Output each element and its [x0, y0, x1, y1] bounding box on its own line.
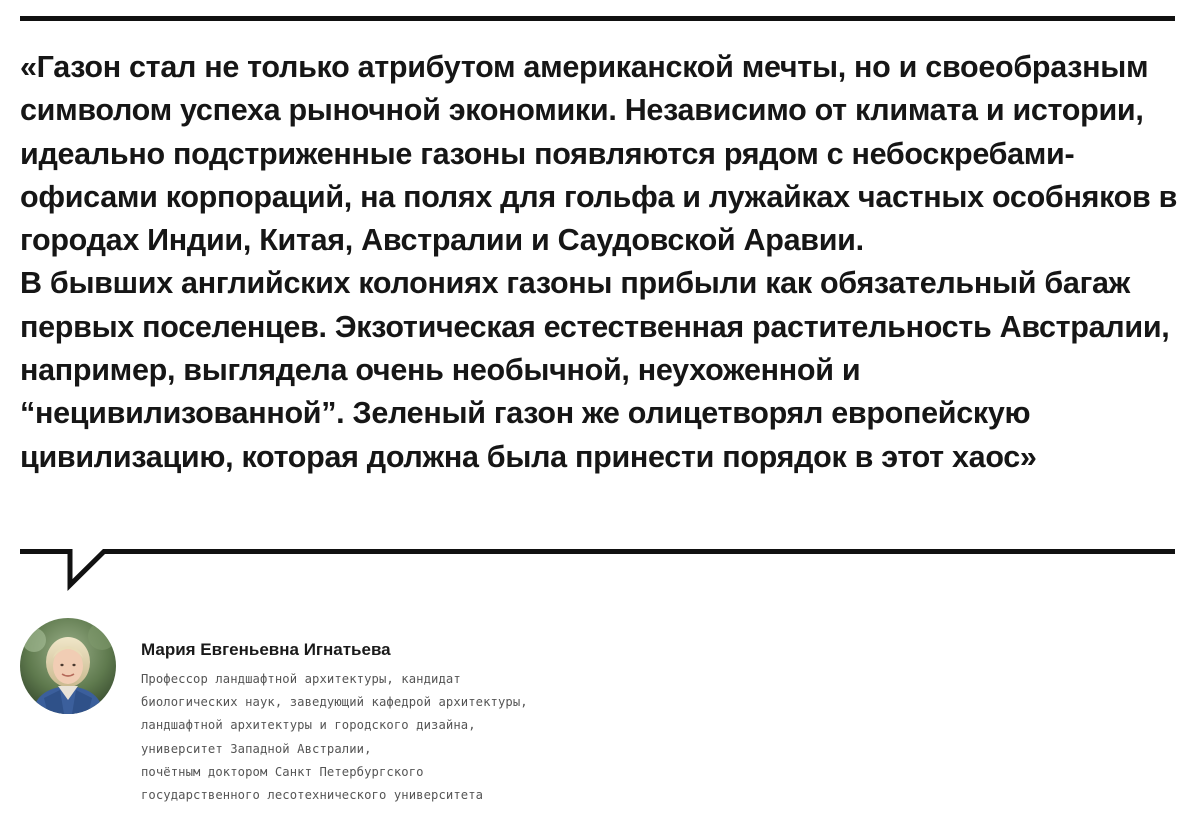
pull-quote: [20, 46, 1182, 479]
author-description-line: университет Западной Австралии,: [141, 741, 372, 756]
author-description-line: Профессор ландшафтной архитектуры, кандидат: [141, 672, 461, 686]
author-description-line: биологических наук, заведующий кафедрой архитектуры,: [141, 695, 528, 710]
author-description-line: ландшафтной архитектуры и городского дизайна,: [141, 718, 476, 733]
author-description: [141, 668, 528, 807]
author-description-line: государственного лесотехнического университета: [141, 788, 484, 803]
author-avatar: [20, 618, 116, 714]
quote-paragraph-2: В бывших английских колониях газоны прибыли как обязательный багаж первых поселенцев. Экзотическая естественная растительность Австралии, например, выглядела очень необычной, неухоженной и “нецивилизованной”. Зеленый газон же олицетворял европейскую цивилизацию, которая должна была принести порядок в этот хаос»: [20, 266, 1170, 474]
quote-top-rule: [20, 16, 1175, 21]
author-portrait-icon: [20, 618, 116, 714]
author-name: Мария Евгеньевна Игнатьева: [141, 640, 391, 659]
author-description-line: почётным доктором Санкт Петербургского: [141, 764, 424, 779]
quote-paragraph-1: «Газон стал не только атрибутом американской мечты, но и своеобразным символом успеха рыночной экономики. Независимо от климата и истории, идеально подстриженные газоны появляются рядом с небоскребами-офисами корпораций, на полях для гольфа и лужайках частных особняков в городах Индии, Китая, Австралии и Саудовской Аравии.: [20, 50, 1178, 258]
